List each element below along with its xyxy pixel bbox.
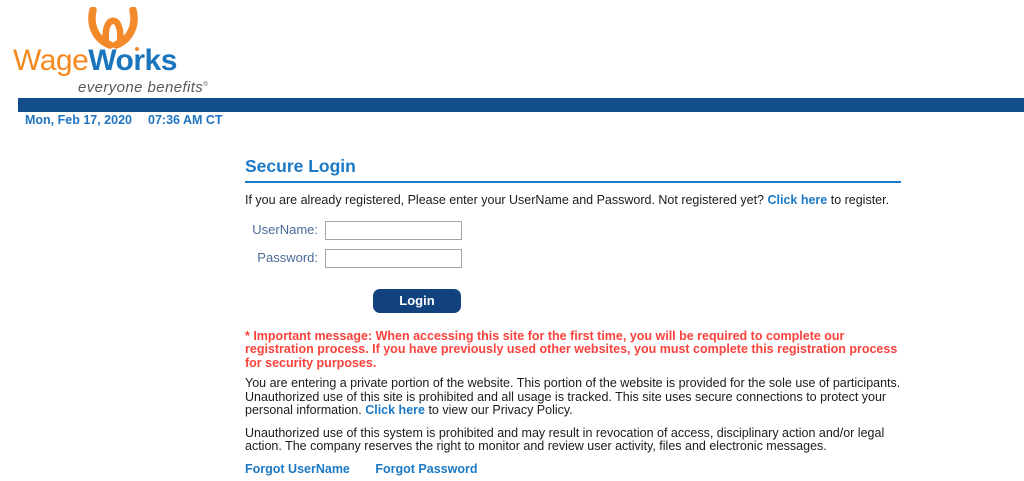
login-panel [245, 157, 901, 476]
login-form [245, 221, 901, 313]
important-message: * Important message: When accessing this site for the first time, you will be required to complete our registration process. If you have previously used other websites, you must complete this registration process for security purposes. [245, 328, 898, 370]
login-button-row [373, 289, 901, 313]
password-input[interactable] [325, 249, 462, 268]
unauthorized-use-notice: Unauthorized use of this system is prohibited and may result in revocation of access, disciplinary action and/or legal action. The company reserves the right to monitor and review user activity, files and electronic messages. [245, 425, 885, 453]
top-navy-bar [18, 98, 1024, 112]
register-click-here-link[interactable]: Click here [767, 193, 828, 207]
registration-intro: If you are already registered, Please enter your UserName and Password. Not registered yet? Click here to register. [245, 193, 890, 207]
logo-tagline: everyone benefits® [78, 79, 209, 96]
forgot-password-link[interactable]: Forgot Password [375, 461, 478, 476]
date-time-bar [0, 114, 1024, 129]
page-title: Secure Login [245, 157, 901, 183]
login-button[interactable]: Login [373, 289, 461, 313]
forgot-username-link[interactable]: Forgot UserName [245, 461, 350, 476]
logo-wage-text: Wage [13, 44, 89, 77]
current-date: Mon, Feb 17, 2020 [25, 113, 132, 127]
registered-mark: ® [203, 82, 209, 88]
current-time: 07:36 AM CT [148, 113, 223, 127]
private-portion-notice: You are entering a private portion of the website. This portion of the website is provided for the sole use of participants. Unauthorized use of this site is prohibited and all usage is tracked. This site uses secure connections to protect your personal information. Click here to view our Privacy Policy. [245, 376, 901, 417]
username-input[interactable] [325, 221, 462, 240]
privacy-policy-click-here-link[interactable]: Click here [365, 403, 425, 417]
logo-works-text: Works [88, 44, 177, 77]
username-row [245, 221, 901, 240]
password-row [245, 249, 901, 268]
username-label: UserName: [252, 222, 318, 238]
wageworks-wordmark [13, 45, 177, 77]
forgot-links [245, 463, 901, 477]
password-label: Password: [257, 250, 318, 266]
